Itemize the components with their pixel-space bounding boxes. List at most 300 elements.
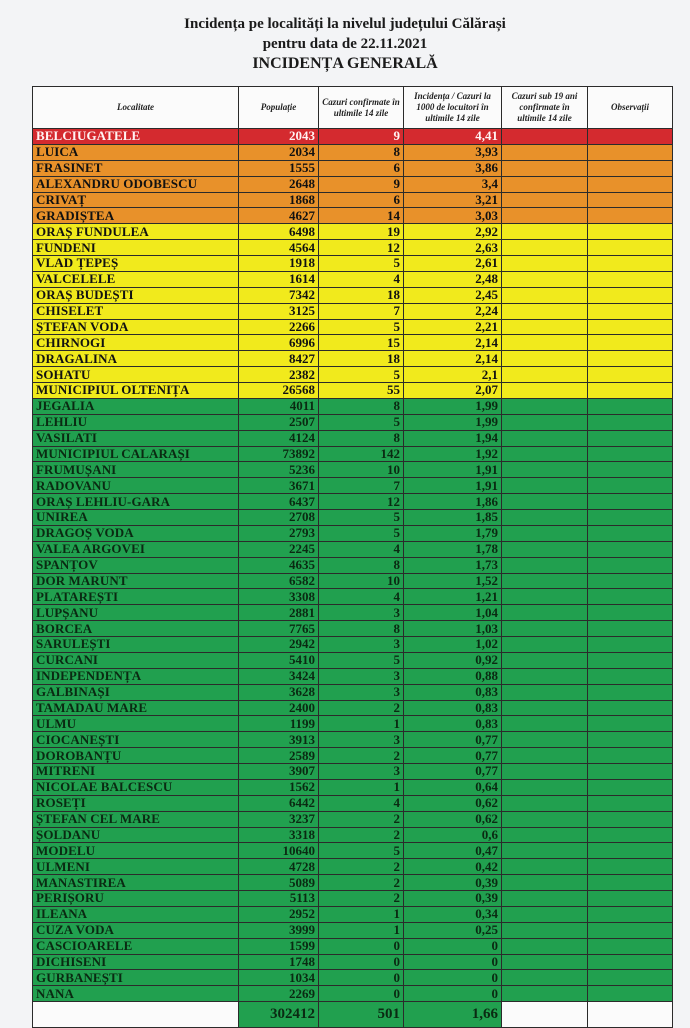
table-row: [33, 795, 673, 811]
sub19-cell: [502, 891, 588, 907]
col-cazuri: Cazuri confirmate în ultimile 14 zile: [319, 87, 404, 129]
observatii-cell: [588, 795, 673, 811]
locality-cell: UNIREA: [33, 510, 239, 526]
sub19-cell: [502, 779, 588, 795]
sub19-cell: [502, 764, 588, 780]
locality-cell: BELCIUGATELE: [33, 129, 239, 145]
observatii-cell: [588, 414, 673, 430]
locality-cell: VALCELELE: [33, 271, 239, 287]
locality-cell: ORAȘ LEHLIU-GARA: [33, 494, 239, 510]
incidence-cell: 2,61: [404, 256, 502, 272]
locality-cell: GURBANEȘTI: [33, 970, 239, 986]
population-cell: 2245: [239, 541, 319, 557]
incidence-cell: 1,86: [404, 494, 502, 510]
observatii-cell: [588, 891, 673, 907]
sub19-cell: [502, 383, 588, 399]
sub19-cell: [502, 589, 588, 605]
locality-cell: FUNDENI: [33, 240, 239, 256]
sub19-cell: [502, 240, 588, 256]
locality-cell: MODELU: [33, 843, 239, 859]
col-populatie: Populație: [239, 87, 319, 129]
table-row: [33, 541, 673, 557]
table-header-row: [33, 87, 673, 129]
locality-cell: ILEANA: [33, 906, 239, 922]
incidence-cell: 0,47: [404, 843, 502, 859]
table-row: [33, 383, 673, 399]
observatii-cell: [588, 716, 673, 732]
locality-cell: DRAGALINA: [33, 351, 239, 367]
sub19-cell: [502, 859, 588, 875]
cases-cell: 5: [319, 319, 404, 335]
table-row: [33, 160, 673, 176]
cases-cell: 19: [319, 224, 404, 240]
locality-cell: GRADIȘTEA: [33, 208, 239, 224]
table-row: [33, 811, 673, 827]
locality-cell: ORAȘ BUDEȘTI: [33, 287, 239, 303]
population-cell: 1868: [239, 192, 319, 208]
cases-cell: 1: [319, 922, 404, 938]
incidence-cell: 1,03: [404, 621, 502, 637]
observatii-cell: [588, 668, 673, 684]
incidence-cell: 2,21: [404, 319, 502, 335]
table-row: [33, 621, 673, 637]
table-row: [33, 319, 673, 335]
sub19-cell: [502, 732, 588, 748]
cases-cell: 8: [319, 557, 404, 573]
table-row: [33, 891, 673, 907]
sub19-cell: [502, 922, 588, 938]
locality-cell: GALBINAȘI: [33, 684, 239, 700]
locality-cell: DOROBANȚU: [33, 748, 239, 764]
observatii-cell: [588, 398, 673, 414]
observatii-cell: [588, 748, 673, 764]
sub19-cell: [502, 462, 588, 478]
cases-cell: 55: [319, 383, 404, 399]
sub19-cell: [502, 446, 588, 462]
observatii-cell: [588, 383, 673, 399]
cases-cell: 12: [319, 240, 404, 256]
locality-cell: FRASINET: [33, 160, 239, 176]
sub19-cell: [502, 510, 588, 526]
observatii-cell: [588, 287, 673, 303]
sub19-cell: [502, 256, 588, 272]
table-row: [33, 208, 673, 224]
total-population: 302412: [239, 1002, 319, 1028]
incidence-cell: 1,79: [404, 525, 502, 541]
population-cell: 2881: [239, 605, 319, 621]
locality-cell: MUNICIPIUL CALARAȘI: [33, 446, 239, 462]
cases-cell: 15: [319, 335, 404, 351]
table-row: [33, 414, 673, 430]
incidence-cell: 1,91: [404, 478, 502, 494]
sub19-cell: [502, 700, 588, 716]
locality-cell: ULMU: [33, 716, 239, 732]
cases-cell: 5: [319, 843, 404, 859]
population-cell: 2942: [239, 637, 319, 653]
table-row: [33, 875, 673, 891]
cases-cell: 7: [319, 303, 404, 319]
table-row: [33, 859, 673, 875]
population-cell: 5113: [239, 891, 319, 907]
population-cell: 3125: [239, 303, 319, 319]
sub19-cell: [502, 414, 588, 430]
cases-cell: 0: [319, 986, 404, 1002]
table-row: [33, 906, 673, 922]
locality-cell: SPANȚOV: [33, 557, 239, 573]
locality-cell: JEGALIA: [33, 398, 239, 414]
locality-cell: DICHISENI: [33, 954, 239, 970]
population-cell: 6582: [239, 573, 319, 589]
observatii-cell: [588, 605, 673, 621]
sub19-cell: [502, 652, 588, 668]
incidence-cell: 2,14: [404, 335, 502, 351]
locality-cell: NANA: [33, 986, 239, 1002]
incidence-cell: 2,14: [404, 351, 502, 367]
sub19-cell: [502, 208, 588, 224]
observatii-cell: [588, 827, 673, 843]
observatii-cell: [588, 192, 673, 208]
population-cell: 6996: [239, 335, 319, 351]
cases-cell: 7: [319, 478, 404, 494]
table-row: [33, 573, 673, 589]
observatii-cell: [588, 875, 673, 891]
table-row: [33, 446, 673, 462]
incidence-cell: 0,39: [404, 891, 502, 907]
observatii-cell: [588, 240, 673, 256]
locality-cell: PLATAREȘTI: [33, 589, 239, 605]
sub19-cell: [502, 906, 588, 922]
population-cell: 4564: [239, 240, 319, 256]
population-cell: 2793: [239, 525, 319, 541]
sub19-cell: [502, 478, 588, 494]
incidence-cell: 0: [404, 986, 502, 1002]
sub19-cell: [502, 843, 588, 859]
incidence-table: [32, 86, 673, 1028]
locality-cell: ȘTEFAN VODA: [33, 319, 239, 335]
incidence-cell: 3,4: [404, 176, 502, 192]
incidence-cell: 4,41: [404, 129, 502, 145]
col-observatii: Observații: [588, 87, 673, 129]
population-cell: 7765: [239, 621, 319, 637]
total-incidence: 1,66: [404, 1002, 502, 1028]
observatii-cell: [588, 811, 673, 827]
population-cell: 3999: [239, 922, 319, 938]
incidence-cell: 3,03: [404, 208, 502, 224]
incidence-cell: 1,94: [404, 430, 502, 446]
population-cell: 8427: [239, 351, 319, 367]
locality-cell: LUICA: [33, 144, 239, 160]
table-row: [33, 986, 673, 1002]
table-row: [33, 779, 673, 795]
cases-cell: 4: [319, 271, 404, 287]
locality-cell: ORAȘ FUNDULEA: [33, 224, 239, 240]
population-cell: 4124: [239, 430, 319, 446]
incidence-cell: 1,04: [404, 605, 502, 621]
col-sub19: Cazuri sub 19 ani confirmate în ultimile 14 zile: [502, 87, 588, 129]
incidence-cell: 2,45: [404, 287, 502, 303]
cases-cell: 0: [319, 954, 404, 970]
incidence-cell: 3,21: [404, 192, 502, 208]
title-line-2: pentru data de 22.11.2021: [262, 36, 428, 52]
incidence-cell: 1,73: [404, 557, 502, 573]
observatii-cell: [588, 351, 673, 367]
table-row: [33, 462, 673, 478]
observatii-cell: [588, 652, 673, 668]
sub19-cell: [502, 827, 588, 843]
cases-cell: 4: [319, 795, 404, 811]
sub19-cell: [502, 684, 588, 700]
sub19-cell: [502, 160, 588, 176]
cases-cell: 3: [319, 637, 404, 653]
sub19-cell: [502, 605, 588, 621]
population-cell: 1199: [239, 716, 319, 732]
observatii-cell: [588, 843, 673, 859]
cases-cell: 3: [319, 668, 404, 684]
locality-cell: CASCIOARELE: [33, 938, 239, 954]
locality-cell: ALEXANDRU ODOBESCU: [33, 176, 239, 192]
table-row: [33, 764, 673, 780]
cases-cell: 0: [319, 938, 404, 954]
locality-cell: CURCANI: [33, 652, 239, 668]
sub19-cell: [502, 319, 588, 335]
sub19-cell: [502, 954, 588, 970]
incidence-cell: 0: [404, 970, 502, 986]
population-cell: 6498: [239, 224, 319, 240]
sub19-cell: [502, 129, 588, 145]
cases-cell: 12: [319, 494, 404, 510]
cases-cell: 4: [319, 541, 404, 557]
incidence-cell: 1,92: [404, 446, 502, 462]
incidence-cell: 0,64: [404, 779, 502, 795]
table-row: [33, 144, 673, 160]
population-cell: 2382: [239, 367, 319, 383]
incidence-cell: 1,99: [404, 398, 502, 414]
incidence-cell: 2,24: [404, 303, 502, 319]
population-cell: 1034: [239, 970, 319, 986]
observatii-cell: [588, 208, 673, 224]
incidence-cell: 1,21: [404, 589, 502, 605]
incidence-cell: 0,83: [404, 700, 502, 716]
incidence-cell: 0,83: [404, 684, 502, 700]
table-row: [33, 367, 673, 383]
table-row: [33, 557, 673, 573]
table-row: [33, 589, 673, 605]
sub19-cell: [502, 224, 588, 240]
table-row: [33, 827, 673, 843]
incidence-cell: 2,48: [404, 271, 502, 287]
title-line-1: Incidența pe localități la nivelul județului Călărași: [184, 16, 506, 32]
incidence-cell: 0,77: [404, 732, 502, 748]
locality-cell: LUPȘANU: [33, 605, 239, 621]
population-cell: 2043: [239, 129, 319, 145]
sub19-cell: [502, 398, 588, 414]
locality-cell: CRIVAȚ: [33, 192, 239, 208]
sub19-cell: [502, 351, 588, 367]
cases-cell: 14: [319, 208, 404, 224]
observatii-cell: [588, 764, 673, 780]
table-row: [33, 335, 673, 351]
locality-cell: SARULEȘTI: [33, 637, 239, 653]
cases-cell: 2: [319, 891, 404, 907]
locality-cell: FRUMUȘANI: [33, 462, 239, 478]
sub19-cell: [502, 621, 588, 637]
cases-cell: 18: [319, 351, 404, 367]
sub19-cell: [502, 144, 588, 160]
sub19-cell: [502, 637, 588, 653]
cases-cell: 5: [319, 510, 404, 526]
table-row: [33, 954, 673, 970]
population-cell: 2507: [239, 414, 319, 430]
incidence-cell: 0,62: [404, 811, 502, 827]
observatii-cell: [588, 700, 673, 716]
title-line-3: INCIDENȚA GENERALĂ: [252, 55, 438, 72]
cases-cell: 2: [319, 748, 404, 764]
observatii-cell: [588, 986, 673, 1002]
incidence-cell: 0,6: [404, 827, 502, 843]
sub19-cell: [502, 573, 588, 589]
cases-cell: 2: [319, 875, 404, 891]
population-cell: 3237: [239, 811, 319, 827]
locality-cell: RADOVANU: [33, 478, 239, 494]
population-cell: 1614: [239, 271, 319, 287]
observatii-cell: [588, 510, 673, 526]
locality-cell: CHIRNOGI: [33, 335, 239, 351]
cases-cell: 3: [319, 732, 404, 748]
population-cell: 26568: [239, 383, 319, 399]
observatii-cell: [588, 367, 673, 383]
incidence-cell: 1,52: [404, 573, 502, 589]
table-row: [33, 843, 673, 859]
locality-cell: DOR MARUNT: [33, 573, 239, 589]
locality-cell: NICOLAE BALCESCU: [33, 779, 239, 795]
locality-cell: INDEPENDENȚA: [33, 668, 239, 684]
population-cell: 5089: [239, 875, 319, 891]
table-row: [33, 129, 673, 145]
observatii-cell: [588, 573, 673, 589]
observatii-cell: [588, 557, 673, 573]
incidence-cell: 1,78: [404, 541, 502, 557]
incidence-cell: 0: [404, 954, 502, 970]
sub19-cell: [502, 716, 588, 732]
observatii-cell: [588, 335, 673, 351]
table-row: [33, 700, 673, 716]
table-row: [33, 494, 673, 510]
observatii-cell: [588, 938, 673, 954]
population-cell: 4728: [239, 859, 319, 875]
population-cell: 3424: [239, 668, 319, 684]
observatii-cell: [588, 621, 673, 637]
cases-cell: 9: [319, 176, 404, 192]
sub19-cell: [502, 875, 588, 891]
cases-cell: 5: [319, 652, 404, 668]
table-row: [33, 637, 673, 653]
incidence-cell: 0,92: [404, 652, 502, 668]
cases-cell: 1: [319, 716, 404, 732]
sub19-cell: [502, 367, 588, 383]
population-cell: 2708: [239, 510, 319, 526]
locality-cell: ȘOLDANU: [33, 827, 239, 843]
table-row: [33, 970, 673, 986]
observatii-cell: [588, 446, 673, 462]
locality-cell: MITRENI: [33, 764, 239, 780]
incidence-cell: 1,85: [404, 510, 502, 526]
locality-cell: ȘTEFAN CEL MARE: [33, 811, 239, 827]
population-cell: 3318: [239, 827, 319, 843]
cases-cell: 5: [319, 256, 404, 272]
table-row: [33, 478, 673, 494]
observatii-cell: [588, 779, 673, 795]
observatii-cell: [588, 541, 673, 557]
observatii-cell: [588, 462, 673, 478]
population-cell: 4011: [239, 398, 319, 414]
total-cases: 501: [319, 1002, 404, 1028]
sub19-cell: [502, 986, 588, 1002]
incidence-cell: 3,93: [404, 144, 502, 160]
table-row: [33, 303, 673, 319]
sub19-cell: [502, 811, 588, 827]
col-localitate: Localitate: [33, 87, 239, 129]
sub19-cell: [502, 430, 588, 446]
observatii-cell: [588, 160, 673, 176]
locality-cell: MUNICIPIUL OLTENIȚA: [33, 383, 239, 399]
population-cell: 6437: [239, 494, 319, 510]
incidence-cell: 0,88: [404, 668, 502, 684]
population-cell: 1562: [239, 779, 319, 795]
observatii-cell: [588, 430, 673, 446]
observatii-cell: [588, 906, 673, 922]
table-row: [33, 922, 673, 938]
cases-cell: 6: [319, 192, 404, 208]
table-row: [33, 732, 673, 748]
observatii-cell: [588, 319, 673, 335]
population-cell: 4627: [239, 208, 319, 224]
table-row: [33, 176, 673, 192]
sub19-cell: [502, 176, 588, 192]
sub19-cell: [502, 668, 588, 684]
incidence-cell: 1,99: [404, 414, 502, 430]
table-row: [33, 192, 673, 208]
table-row: [33, 938, 673, 954]
cases-cell: 8: [319, 144, 404, 160]
table-row: [33, 271, 673, 287]
observatii-cell: [588, 859, 673, 875]
locality-cell: MANASTIREA: [33, 875, 239, 891]
incidence-cell: 0,62: [404, 795, 502, 811]
table-row: [33, 525, 673, 541]
observatii-cell: [588, 525, 673, 541]
locality-cell: VLAD ȚEPEȘ: [33, 256, 239, 272]
cases-cell: 0: [319, 970, 404, 986]
sub19-cell: [502, 494, 588, 510]
population-cell: 2589: [239, 748, 319, 764]
population-cell: 2034: [239, 144, 319, 160]
sub19-cell: [502, 748, 588, 764]
cases-cell: 1: [319, 779, 404, 795]
population-cell: 6442: [239, 795, 319, 811]
observatii-cell: [588, 494, 673, 510]
locality-cell: CHISELET: [33, 303, 239, 319]
table-row: [33, 430, 673, 446]
locality-cell: PERIȘORU: [33, 891, 239, 907]
sub19-cell: [502, 541, 588, 557]
table-row: [33, 605, 673, 621]
col-incidenta: Incidența / Cazuri la 1000 de locuitori în ultimile 14 zile: [404, 87, 502, 129]
population-cell: 73892: [239, 446, 319, 462]
observatii-cell: [588, 732, 673, 748]
population-cell: 3308: [239, 589, 319, 605]
sub19-cell: [502, 970, 588, 986]
table-row: [33, 652, 673, 668]
